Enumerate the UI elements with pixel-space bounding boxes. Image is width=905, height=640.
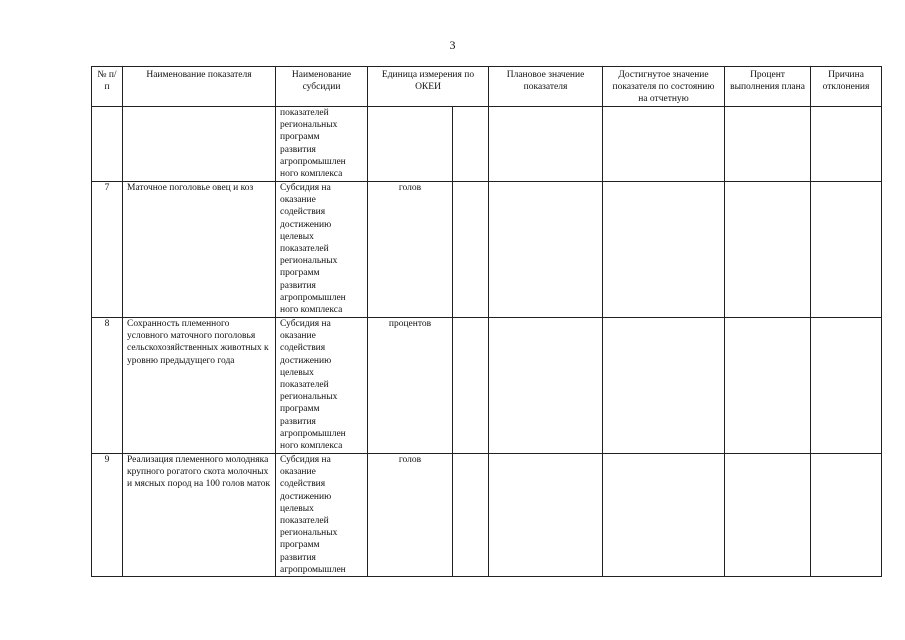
subsidy-line: ного комплекса [280,305,343,316]
subsidy-line: ного комплекса [280,441,343,452]
header-num: № п/п [92,67,123,107]
subsidy-line: оказание [280,467,316,478]
subsidy-line: развития [280,416,316,427]
subsidy-line: показателей [280,244,329,255]
subsidy-line: целевых [280,231,314,242]
row-plan [489,182,603,318]
subsidy-line: Субсидия на [280,183,331,193]
subsidy-line: показателей [280,380,329,391]
row-reason [811,318,882,454]
row-num: 8 [92,318,123,454]
row-unit: голов [368,454,453,577]
row-indicator: Сохранность племенного условного маточного поголовья сельскохозяйственных животных к уровню предыдущего года [123,318,276,454]
subsidy-line: агропромышлен [280,564,346,575]
subsidy-line: Субсидия на [280,319,331,329]
row-indicator: Реализация племенного молодняка крупного рогатого скота молочных и мясных пород на 100 голов маток [123,454,276,577]
subsidy-line: развития [280,144,316,155]
row-unit-code [453,318,489,454]
header-subsidy: Наименование субсидии [276,67,368,107]
subsidy-line: достижению [280,355,332,366]
subsidy-line: ного комплекса [280,169,343,180]
row-unit [368,107,453,182]
subsidy-line: содействия [280,479,326,490]
subsidy-line: развития [280,280,316,291]
header-indicator: Наименование показателя [123,67,276,107]
header-unit: Единица измерения по ОКЕИ [368,67,489,107]
subsidy-line: агропромышлен [280,292,346,303]
table-row [92,182,882,318]
page-number: 3 [449,38,456,52]
row-unit: процентов [368,318,453,454]
subsidy-line: развития [280,552,316,563]
subsidy-line: региональных [280,528,338,539]
header-achieved: Достигнутое значение показателя по состоянию на отчетную [603,67,725,107]
subsidy-line: региональных [280,120,338,131]
row-reason [811,182,882,318]
row-achieved [603,182,725,318]
subsidy-line: программ [280,540,320,551]
row-subsidy [276,107,368,182]
table-row [92,318,882,454]
row-percent [725,182,811,318]
row-achieved [603,107,725,182]
header-plan: Плановое значение показателя [489,67,603,107]
indicator-table [91,66,882,577]
table-row [92,107,882,182]
row-achieved [603,454,725,577]
row-plan [489,454,603,577]
row-num: 7 [92,182,123,318]
row-subsidy [276,182,368,318]
row-num [92,107,123,182]
header-percent: Процент выполнения плана [725,67,811,107]
row-unit-code [453,107,489,182]
row-reason [811,454,882,577]
row-reason [811,107,882,182]
row-percent [725,318,811,454]
row-num: 9 [92,454,123,577]
row-unit-code [453,454,489,577]
subsidy-line: программ [280,132,320,143]
row-unit-code [453,182,489,318]
subsidy-line: региональных [280,392,338,403]
subsidy-line: оказание [280,195,316,206]
row-indicator: Маточное поголовье овец и коз [123,182,276,318]
subsidy-line: целевых [280,367,314,378]
header-reason: Причина отклонения [811,67,882,107]
subsidy-line: агропромышлен [280,428,346,439]
subsidy-line: программ [280,268,320,279]
table-header-row [92,67,882,107]
subsidy-line: достижению [280,491,332,502]
row-plan [489,318,603,454]
subsidy-line: агропромышлен [280,156,346,167]
subsidy-line: оказание [280,331,316,342]
row-percent [725,454,811,577]
row-plan [489,107,603,182]
subsidy-line: содействия [280,207,326,218]
row-achieved [603,318,725,454]
subsidy-line: достижению [280,219,332,230]
subsidy-line: Субсидия на [280,455,331,465]
subsidy-line: региональных [280,256,338,267]
subsidy-line: показателей [280,108,329,118]
subsidy-line: целевых [280,503,314,514]
row-subsidy [276,454,368,577]
subsidy-line: содействия [280,343,326,354]
subsidy-line: показателей [280,516,329,527]
table-row [92,454,882,577]
row-unit: голов [368,182,453,318]
row-indicator [123,107,276,182]
row-subsidy [276,318,368,454]
subsidy-line: программ [280,404,320,415]
row-percent [725,107,811,182]
